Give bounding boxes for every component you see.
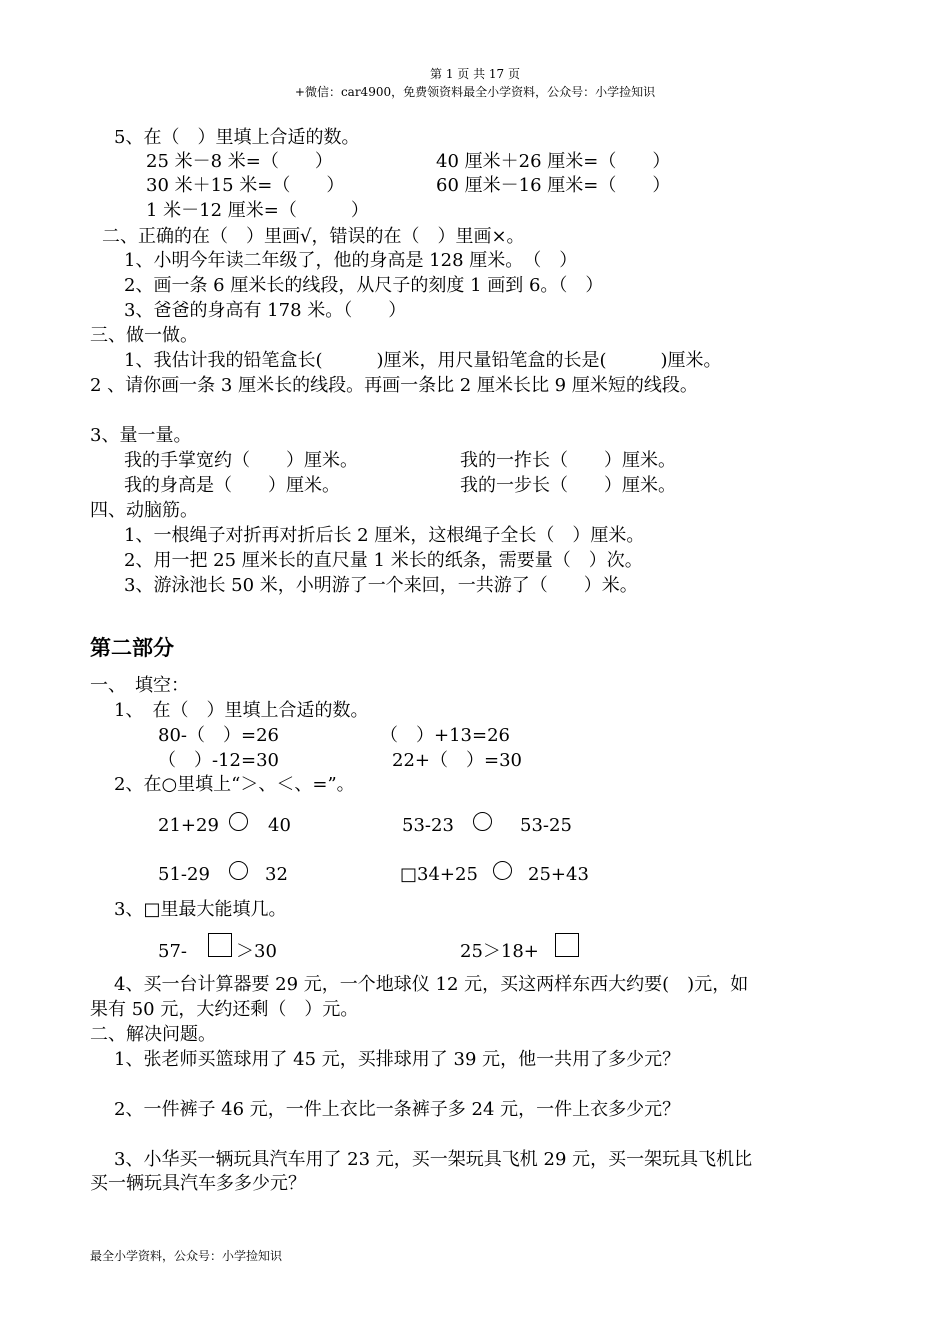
measure-height: 我的身高是（ ）厘米。 bbox=[124, 475, 340, 496]
compare-1-left: 21+29 bbox=[158, 815, 219, 836]
header-note: +微信：car4900，免费领资料最全小学资料，公众号：小学捡知识 bbox=[294, 85, 656, 99]
p2-section2-title: 二、解决问题。 bbox=[90, 1024, 216, 1045]
p2-q3-a-right: ＞30 bbox=[236, 941, 277, 962]
p2-q1-c: （ ）-12=30 bbox=[158, 750, 279, 771]
q5-title: 5、在（ ）里填上合适的数。 bbox=[114, 127, 360, 148]
section4-title: 四、动脑筋。 bbox=[90, 500, 198, 521]
p2-problem-2: 2、一件裤子 46 元，一件上衣比一条裤子多 24 元，一件上衣多少元？ bbox=[114, 1099, 681, 1120]
footer-note: 最全小学资料，公众号：小学捡知识 bbox=[90, 1249, 283, 1263]
p2-q1-a: 80-（ ）=26 bbox=[158, 725, 279, 746]
p2-q1-b: （ ）+13=26 bbox=[380, 725, 510, 746]
section4-item-1: 1、一根绳子对折再对折后长 2 厘米，这根绳子全长（ ）厘米。 bbox=[124, 525, 645, 546]
section4-item-2: 2、用一把 25 厘米长的直尺量 1 米长的纸条，需要量（ ）次。 bbox=[124, 550, 643, 571]
compare-2-right: 53-25 bbox=[520, 815, 572, 836]
p2-q4-line1: 4、买一台计算器要 29 元，一个地球仪 12 元，买这两样东西大约要( )元，如 bbox=[114, 974, 749, 995]
part2-heading: 第二部分 bbox=[90, 636, 174, 660]
compare-1-right: 40 bbox=[268, 815, 291, 836]
q5-item-d: 60 厘米－16 厘米=（ ） bbox=[436, 175, 671, 196]
section2-item-3: 3、爸爸的身高有 178 米。（ ） bbox=[124, 300, 407, 321]
q5-item-a: 25 米－8 米=（ ） bbox=[146, 151, 333, 172]
measure-span: 我的一拃长（ ）厘米。 bbox=[460, 450, 676, 471]
answer-box-2[interactable] bbox=[555, 933, 579, 957]
compare-4-left: □34+25 bbox=[400, 864, 478, 885]
measure-step: 我的一步长（ ）厘米。 bbox=[460, 475, 676, 496]
compare-4-right: 25+43 bbox=[528, 864, 589, 885]
q5-item-e: 1 米－12 厘米=（ ） bbox=[146, 200, 369, 221]
p2-q2-title: 2、在○里填上“＞、＜、=”。 bbox=[114, 774, 355, 795]
compare-3-left: 51-29 bbox=[158, 864, 210, 885]
section3-item-3: 3、量一量。 bbox=[90, 425, 192, 446]
compare-circle-2[interactable] bbox=[473, 812, 492, 831]
q5-item-b: 40 厘米＋26 厘米=（ ） bbox=[436, 151, 671, 172]
p2-q1-d: 22+（ ）=30 bbox=[392, 750, 522, 771]
section3-item-2: 2 、请你画一条 3 厘米长的线段。再画一条比 2 厘米长比 9 厘米短的线段。 bbox=[90, 375, 698, 396]
p2-problem-3-line1: 3、小华买一辆玩具汽车用了 23 元，买一架玩具飞机 29 元，买一架玩具飞机比 bbox=[114, 1149, 753, 1170]
section2-item-1: 1、小明今年读二年级了，他的身高是 128 厘米。 （ ） bbox=[124, 250, 578, 271]
section4-item-3: 3、游泳池长 50 米，小明游了一个来回，一共游了（ ）米。 bbox=[124, 575, 638, 596]
p2-q1-title: 1、 在（ ）里填上合适的数。 bbox=[114, 700, 369, 721]
page-number: 第 1 页 共 17 页 bbox=[430, 67, 520, 81]
p2-q3-title: 3、□里最大能填几。 bbox=[114, 899, 287, 920]
section2-item-2: 2、画一条 6 厘米长的线段，从尺子的刻度 1 画到 6。（ ） bbox=[124, 275, 604, 296]
p2-q3-b: 25＞18+ bbox=[460, 941, 539, 962]
p2-problem-1: 1、张老师买篮球用了 45 元，买排球用了 39 元，他一共用了多少元？ bbox=[114, 1049, 681, 1070]
compare-circle-1[interactable] bbox=[229, 812, 248, 831]
measure-palm: 我的手掌宽约（ ）厘米。 bbox=[124, 450, 358, 471]
section3-title: 三、做一做。 bbox=[90, 325, 198, 346]
p2-q4-line2: 果有 50 元，大约还剩（ ）元。 bbox=[90, 999, 359, 1020]
p2-problem-3-line2: 买一辆玩具汽车多多少元？ bbox=[90, 1173, 306, 1194]
section3-item-1: 1、我估计我的铅笔盒长( )厘米，用尺量铅笔盒的长是( )厘米。 bbox=[124, 350, 722, 371]
compare-circle-4[interactable] bbox=[493, 861, 512, 880]
compare-3-right: 32 bbox=[265, 864, 288, 885]
p2-section1-title: 一、 填空： bbox=[90, 675, 189, 696]
p2-q3-a-left: 57- bbox=[158, 941, 187, 962]
compare-circle-3[interactable] bbox=[229, 861, 248, 880]
section2-title: 二、正确的在（ ）里画√，错误的在（ ）里画×。 bbox=[102, 226, 525, 247]
compare-2-left: 53-23 bbox=[402, 815, 454, 836]
q5-item-c: 30 米＋15 米=（ ） bbox=[146, 175, 345, 196]
answer-box-1[interactable] bbox=[208, 933, 232, 957]
